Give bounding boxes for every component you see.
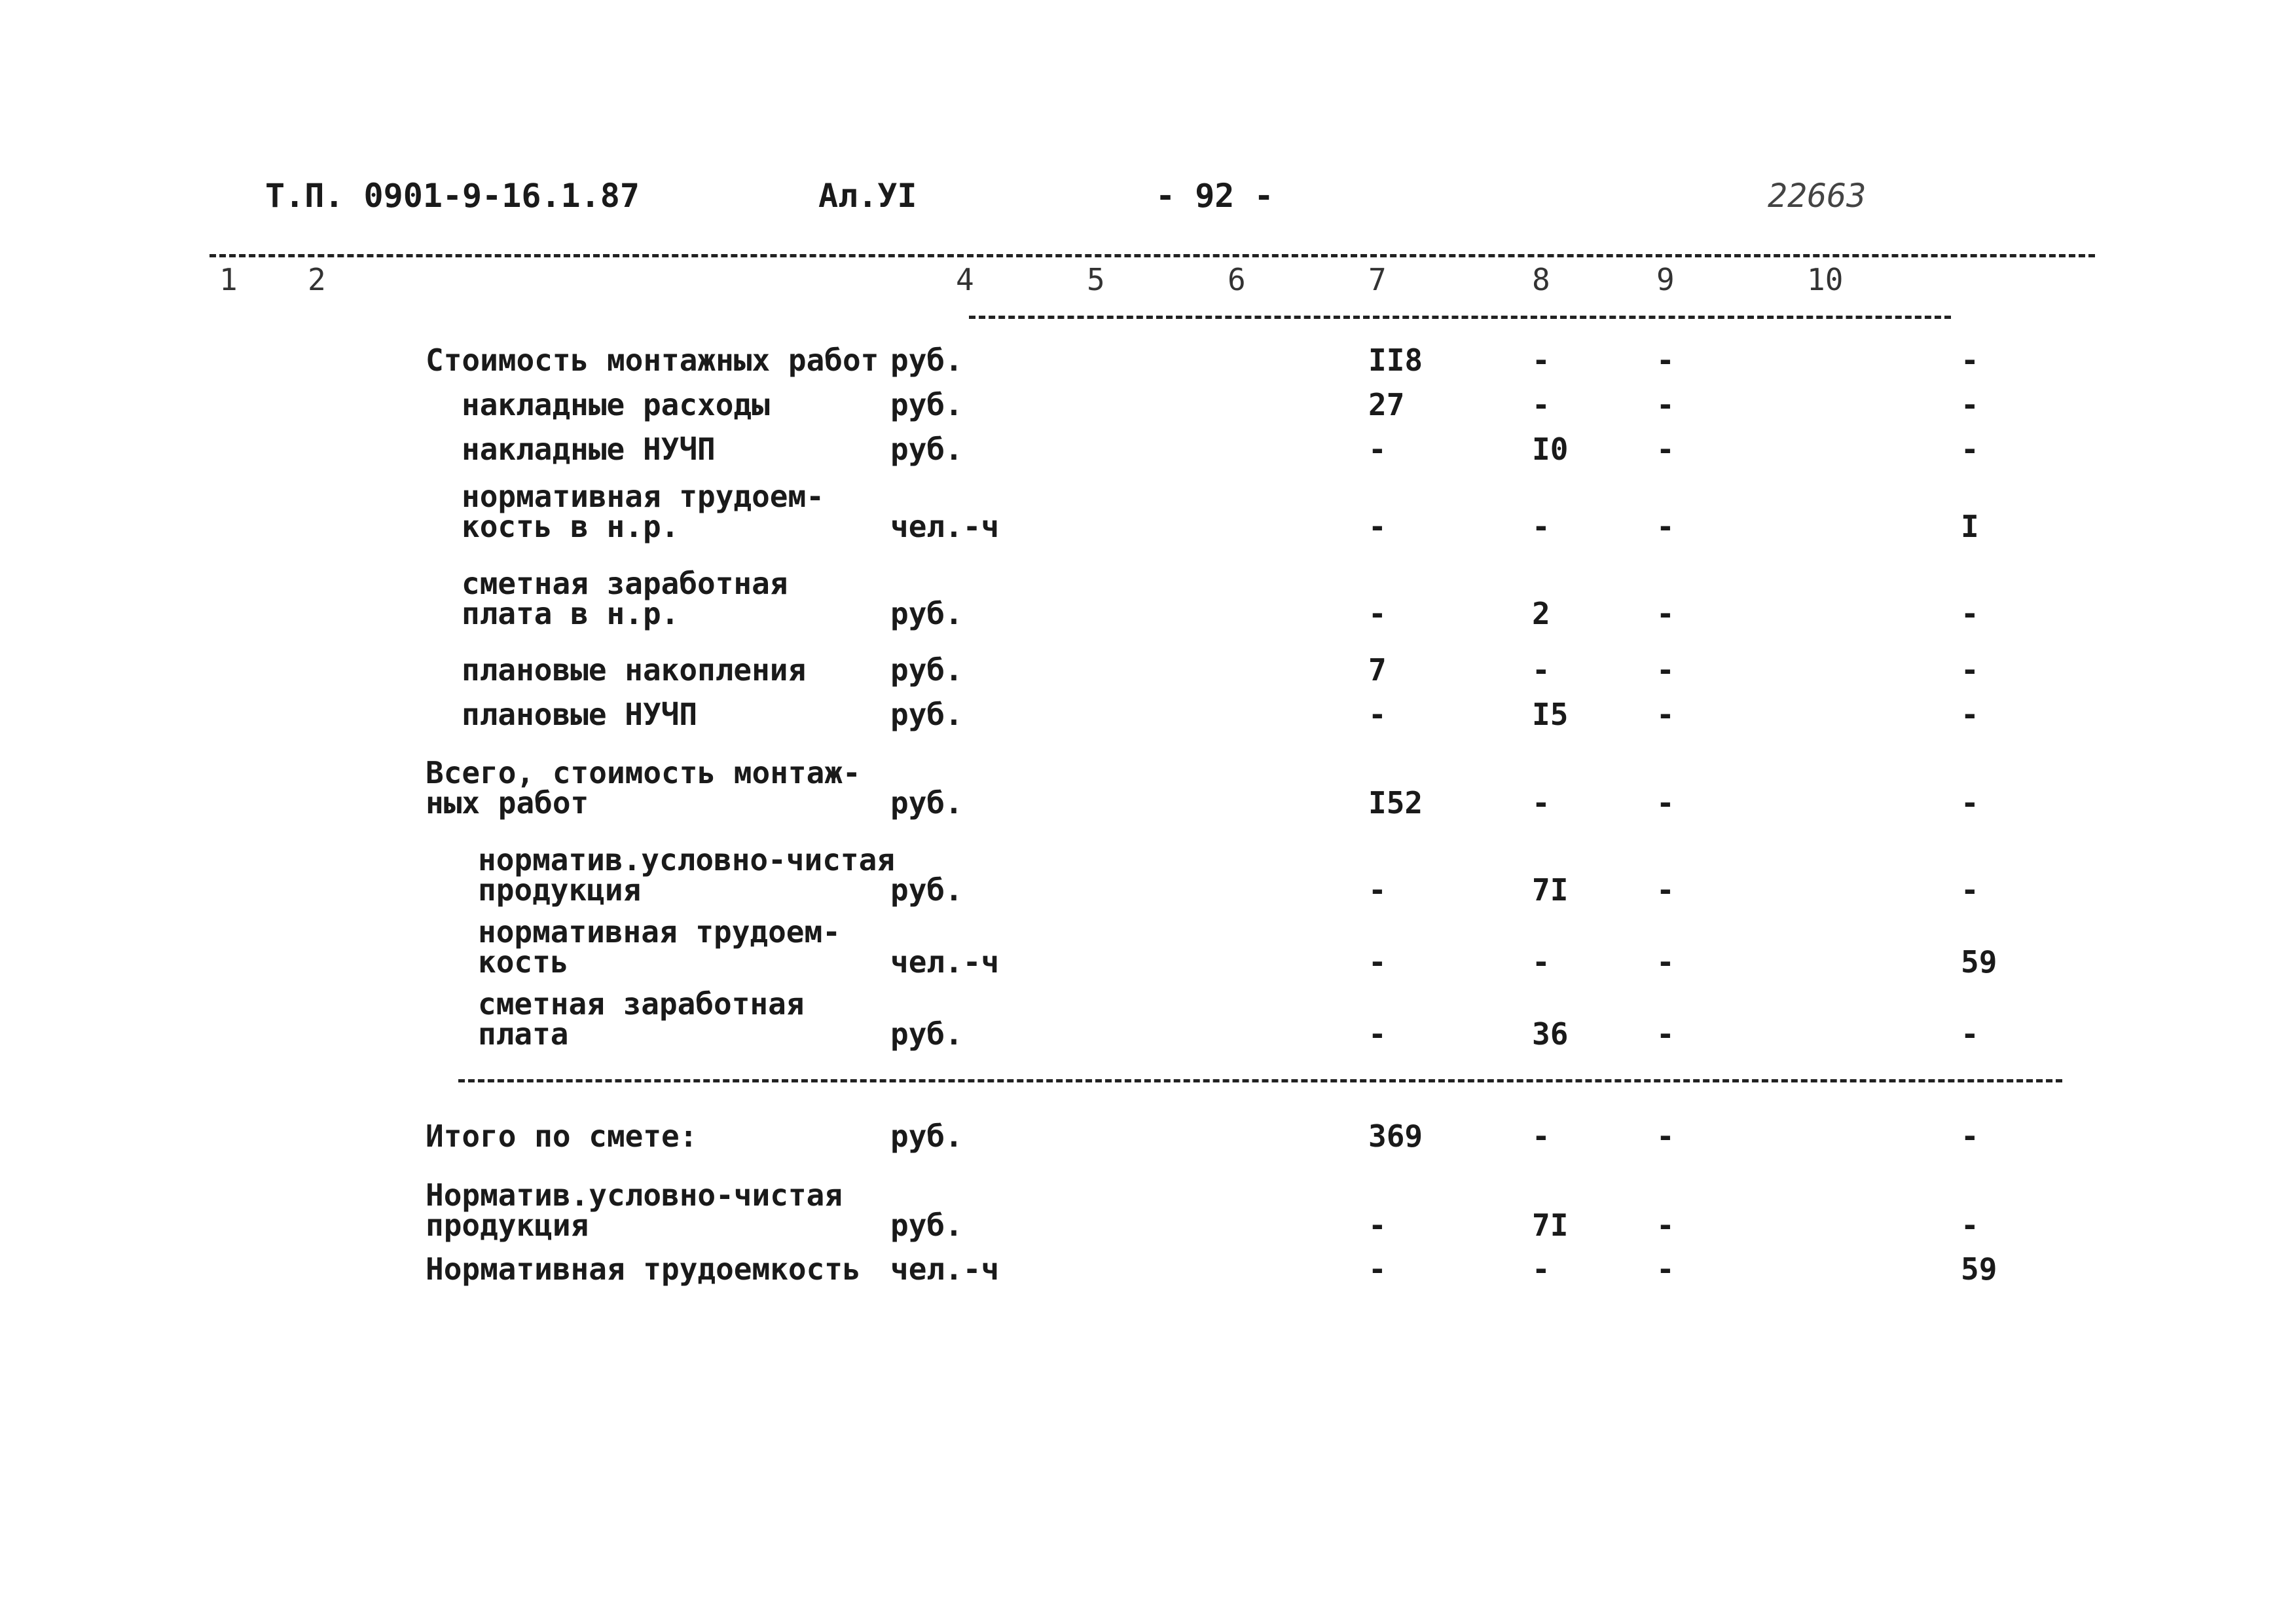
row-col8: - [1532, 387, 1550, 422]
row-col7: - [1368, 1016, 1387, 1052]
row-col8: - [1532, 785, 1550, 821]
row-col11: - [1961, 1118, 1979, 1154]
row-name: сметная заработная плата в н.р. [462, 566, 788, 631]
row-col11: - [1961, 697, 1979, 732]
row-col7: - [1368, 596, 1387, 631]
column-number: 9 [1656, 262, 1675, 297]
column-number: 10 [1807, 262, 1844, 297]
row-col7: - [1368, 1208, 1387, 1243]
row-col9: - [1656, 509, 1675, 544]
row-col8: 2 [1532, 596, 1550, 631]
row-unit: чел.-ч [890, 1251, 1000, 1287]
row-col9: - [1656, 1208, 1675, 1243]
row-col9: - [1656, 596, 1675, 631]
row-unit: руб. [890, 652, 963, 688]
row-unit: руб. [890, 872, 963, 908]
row-col9: - [1656, 697, 1675, 732]
row-col8: 7I [1532, 872, 1569, 908]
row-col11: 59 [1961, 1251, 1997, 1287]
document-number: 22663 [1768, 177, 1867, 215]
row-unit: руб. [890, 596, 963, 631]
header-divider-bottom [969, 316, 1951, 319]
row-name: Норматив.условно-чистая продукция [426, 1177, 843, 1243]
row-col11: - [1961, 387, 1979, 422]
row-name: плановые НУЧП [462, 697, 698, 732]
row-unit: чел.-ч [890, 509, 1000, 544]
column-number: 1 [219, 262, 238, 297]
row-col9: - [1656, 432, 1675, 467]
row-name: Нормативная трудоемкость [426, 1251, 861, 1287]
row-col11: 59 [1961, 944, 1997, 980]
column-number: 4 [956, 262, 974, 297]
row-col7: - [1368, 509, 1387, 544]
row-name: нормативная трудоем- кость в н.р. [462, 479, 824, 544]
row-col9: - [1656, 872, 1675, 908]
row-col11: - [1961, 1016, 1979, 1052]
row-col11: - [1961, 342, 1979, 378]
row-col11: - [1961, 652, 1979, 688]
row-name: норматив.условно-чистая продукция [478, 842, 895, 908]
row-col9: - [1656, 1118, 1675, 1154]
row-col8: - [1532, 652, 1550, 688]
row-name: Стоимость монтажных работ [426, 342, 879, 378]
row-col8: 36 [1532, 1016, 1569, 1052]
row-col11: - [1961, 596, 1979, 631]
column-number: 7 [1368, 262, 1387, 297]
row-col7: - [1368, 1251, 1387, 1287]
row-col8: - [1532, 342, 1550, 378]
column-number: 6 [1228, 262, 1246, 297]
column-number: 8 [1532, 262, 1550, 297]
sheet-label: Ал.УI [818, 177, 917, 215]
row-col8: - [1532, 509, 1550, 544]
column-number: 5 [1087, 262, 1105, 297]
row-col8: I0 [1532, 432, 1569, 467]
row-col8: 7I [1532, 1208, 1569, 1243]
row-col7: - [1368, 432, 1387, 467]
row-col11: I [1961, 509, 1979, 544]
row-unit: руб. [890, 387, 963, 422]
row-name: накладные расходы [462, 387, 770, 422]
row-col7: 369 [1368, 1118, 1423, 1154]
row-col7: II8 [1368, 342, 1423, 378]
row-col11: - [1961, 785, 1979, 821]
row-col7: 27 [1368, 387, 1405, 422]
row-col11: - [1961, 872, 1979, 908]
row-name: сметная заработная плата [478, 986, 805, 1052]
row-name: накладные НУЧП [462, 432, 716, 467]
row-col9: - [1656, 342, 1675, 378]
row-name: плановые накопления [462, 652, 807, 688]
row-name: нормативная трудоем- кость [478, 914, 841, 980]
row-col11: - [1961, 1208, 1979, 1243]
row-unit: руб. [890, 697, 963, 732]
row-unit: руб. [890, 1016, 963, 1052]
row-unit: чел.-ч [890, 944, 1000, 980]
row-col8: - [1532, 1118, 1550, 1154]
row-col11: - [1961, 432, 1979, 467]
row-name: Итого по смете: [426, 1118, 698, 1154]
row-col9: - [1656, 387, 1675, 422]
row-col8: - [1532, 1251, 1550, 1287]
row-col7: 7 [1368, 652, 1387, 688]
row-col9: - [1656, 1016, 1675, 1052]
row-col9: - [1656, 944, 1675, 980]
row-name: Всего, стоимость монтаж- ных работ [426, 755, 861, 821]
column-number: 2 [308, 262, 326, 297]
row-unit: руб. [890, 342, 963, 378]
row-col8: I5 [1532, 697, 1569, 732]
row-col7: - [1368, 872, 1387, 908]
row-col9: - [1656, 652, 1675, 688]
row-col7: I52 [1368, 785, 1423, 821]
header-divider-top [210, 254, 2095, 257]
table-divider [458, 1079, 2062, 1082]
row-unit: руб. [890, 432, 963, 467]
row-col9: - [1656, 785, 1675, 821]
row-unit: руб. [890, 1208, 963, 1243]
row-unit: руб. [890, 1118, 963, 1154]
row-unit: руб. [890, 785, 963, 821]
row-col9: - [1656, 1251, 1675, 1287]
row-col7: - [1368, 697, 1387, 732]
document-code: Т.П. 0901-9-16.1.87 [265, 177, 640, 215]
page-number: - 92 - [1156, 177, 1274, 215]
row-col8: - [1532, 944, 1550, 980]
row-col7: - [1368, 944, 1387, 980]
